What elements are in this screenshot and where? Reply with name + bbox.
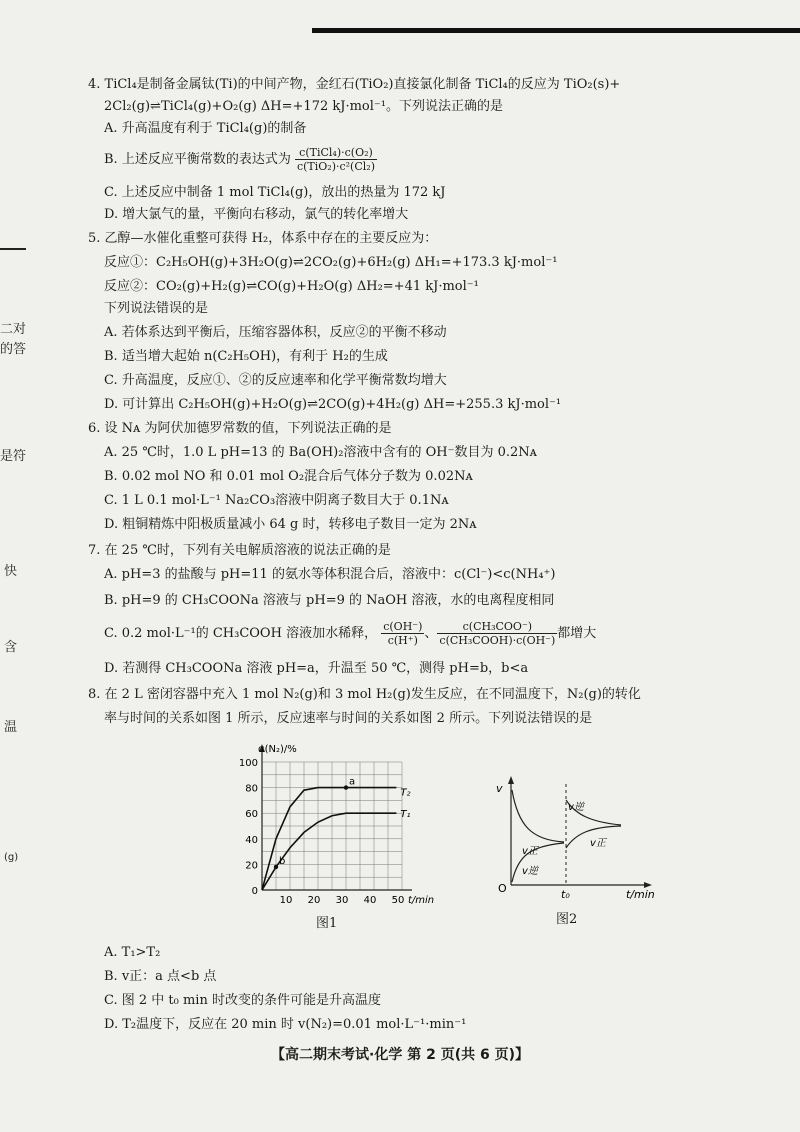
q5-stem: 5. 乙醇—水催化重整可获得 H₂，体系中存在的主要反应为： xyxy=(88,231,438,246)
figure-2-chart xyxy=(486,770,666,930)
q8-option-b: B. v正：a 点<b 点 xyxy=(104,969,217,984)
point-marker-a xyxy=(344,785,348,789)
fraction-denominator: c(H⁺) xyxy=(387,634,418,647)
fraction-denominator: c(CH₃COOH)·c(OH⁻) xyxy=(439,634,556,647)
q4-option-d: D. 增大氯气的量，平衡向右移动，氯气的转化率增大 xyxy=(104,207,409,222)
q5-option-d: D. 可计算出 C₂H₅OH(g)+H₂O(g)⇌2CO(g)+4H₂(g) ΔH=+255.3 kJ·mol⁻¹ xyxy=(104,397,562,412)
q7-option-c xyxy=(104,620,596,647)
figure-1-chart xyxy=(228,740,435,935)
separator: 、 xyxy=(424,626,438,641)
margin-text: 的答 xyxy=(0,342,27,357)
q5-option-c: C. 升高温度，反应①、②的反应速率和化学平衡常数均增大 xyxy=(104,373,447,388)
q7-option-c-suffix: 都增大 xyxy=(557,626,597,641)
y-tick-label: 80 xyxy=(245,783,258,795)
x-tick-label: 10 xyxy=(279,895,293,906)
q4-option-c: C. 上述反应中制备 1 mol TiCl₄(g)，放出的热量为 172 kJ xyxy=(104,185,446,200)
margin-text: 温 xyxy=(4,720,18,735)
q8-stem-cont: 率与时间的关系如图 1 所示，反应速率与时间的关系如图 2 所示。下列说法错误的是 xyxy=(104,711,593,726)
q4-option-b xyxy=(104,146,377,173)
q5-option-b: B. 适当增大起始 n(C₂H₅OH)，有利于 H₂的生成 xyxy=(104,349,388,364)
series-label-v-reverse: v逆 xyxy=(568,802,584,813)
fraction-denominator: c(TiO₂)·c²(Cl₂) xyxy=(296,160,375,173)
y-axis-label: v xyxy=(496,782,503,795)
y-axis-label: α(N₂)/% xyxy=(258,744,297,755)
point-marker-b xyxy=(274,865,278,869)
q6-option-d: D. 粗铜精炼中阳极质量减小 64 g 时，转移电子数目一定为 2Nᴀ xyxy=(104,517,477,532)
margin-text: (g) xyxy=(4,852,19,863)
margin-text: 快 xyxy=(4,564,18,579)
q4-option-b-text: B. 上述反应平衡常数的表达式为 xyxy=(104,152,291,167)
q8-option-d: D. T₂温度下，反应在 20 min 时 v(N₂)=0.01 mol·L⁻¹·min⁻¹ xyxy=(104,1017,467,1032)
x-tick-label: 20 xyxy=(307,895,321,906)
figure-1-caption: 图1 xyxy=(316,916,338,931)
y-tick-label: 0 xyxy=(251,886,258,897)
series-label-v-forward: v正 xyxy=(522,846,538,857)
origin-label: O xyxy=(498,882,507,895)
x-axis-label: t/min xyxy=(408,895,435,906)
q7-option-b: B. pH=9 的 CH₃COONa 溶液与 pH=9 的 NaOH 溶液，水的电离程度相同 xyxy=(104,593,555,608)
y-tick-label: 20 xyxy=(245,860,258,872)
page-footer: 【高二期末考试·化学 第 2 页(共 6 页)】 xyxy=(271,1047,529,1063)
series-label-v-forward-2: v正 xyxy=(590,838,606,849)
q8-option-a: A. T₁>T₂ xyxy=(104,945,161,960)
margin-text: 含 xyxy=(4,640,18,655)
margin-text: 二对 xyxy=(0,322,27,337)
y-tick-label: 60 xyxy=(245,809,258,821)
q8-option-c: C. 图 2 中 t₀ min 时改变的条件可能是升高温度 xyxy=(104,993,381,1008)
q7-option-d: D. 若测得 CH₃COONa 溶液 pH=a，升温至 50 ℃，测得 pH=b，b<a xyxy=(104,661,529,676)
q4-fraction xyxy=(295,146,377,173)
series-label: T₁ xyxy=(400,809,411,821)
margin-rule xyxy=(0,248,26,250)
q6-option-c: C. 1 L 0.1 mol·L⁻¹ Na₂CO₃溶液中阴离子数目大于 0.1Nᴀ xyxy=(104,493,449,508)
x-axis-label: t/min xyxy=(626,888,655,901)
q5-reaction-2: 反应②：CO₂(g)+H₂(g)⇌CO(g)+H₂O(g) ΔH₂=+41 kJ·mol⁻¹ xyxy=(104,279,479,294)
x-tick-label: 40 xyxy=(363,895,377,906)
q4-stem: 4. TiCl₄是制备金属钛(Ti)的中间产物，金红石(TiO₂)直接氯化制备 TiCl₄的反应为 TiO₂(s)+ xyxy=(88,77,621,92)
q6-option-a: A. 25 ℃时，1.0 L pH=13 的 Ba(OH)₂溶液中含有的 OH⁻数目为 0.2Nᴀ xyxy=(104,445,537,460)
q7-option-a: A. pH=3 的盐酸与 pH=11 的氨水等体积混合后，溶液中：c(Cl⁻)<c(NH₄⁺) xyxy=(104,567,556,582)
q5-option-a: A. 若体系达到平衡后，压缩容器体积，反应②的平衡不移动 xyxy=(104,325,447,340)
q7-fraction-2 xyxy=(437,620,557,647)
y-axis-arrow xyxy=(508,776,514,784)
fraction-numerator: c(CH₃COO⁻) xyxy=(437,620,557,634)
y-tick-label: 100 xyxy=(238,758,258,769)
q5-ask: 下列说法错误的是 xyxy=(104,301,209,316)
q4-option-a: A. 升高温度有利于 TiCl₄(g)的制备 xyxy=(104,121,307,136)
x-tick-label: 30 xyxy=(335,895,349,906)
q7-option-c-text: C. 0.2 mol·L⁻¹的 CH₃COOH 溶液加水稀释， xyxy=(104,626,378,641)
q8-stem: 8. 在 2 L 密闭容器中充入 1 mol N₂(g)和 3 mol H₂(g)发生反应，在不同温度下，N₂(g)的转化 xyxy=(88,687,641,702)
series-label-v-reverse-2: v逆 xyxy=(522,866,538,877)
fraction-numerator: c(TiCl₄)·c(O₂) xyxy=(295,146,377,160)
q4-stem-cont: 2Cl₂(g)⇌TiCl₄(g)+O₂(g) ΔH=+172 kJ·mol⁻¹。下列说法正确的是 xyxy=(104,99,503,114)
q7-stem: 7. 在 25 ℃时，下列有关电解质溶液的说法正确的是 xyxy=(88,543,391,558)
margin-text: 是符 xyxy=(0,449,27,464)
q7-fraction-1 xyxy=(381,620,424,647)
v-forward-curve-before xyxy=(512,843,564,882)
fraction-numerator: c(OH⁻) xyxy=(383,620,423,633)
q5-reaction-1: 反应①：C₂H₅OH(g)+3H₂O(g)⇌2CO₂(g)+6H₂(g) ΔH₁=+173.3 kJ·mol⁻¹ xyxy=(104,255,558,270)
point-label-b: b xyxy=(279,855,286,867)
x-tick-label: 50 xyxy=(391,895,405,906)
q6-option-b: B. 0.02 mol NO 和 0.01 mol O₂混合后气体分子数为 0.02Nᴀ xyxy=(104,469,473,484)
figure-2-caption: 图2 xyxy=(556,912,578,927)
series-label: T₂ xyxy=(400,787,411,799)
t0-tick-label: t₀ xyxy=(561,888,570,901)
v-reverse-curve-before xyxy=(512,790,564,842)
header-rule xyxy=(312,28,800,33)
y-tick-label: 40 xyxy=(245,834,258,846)
q6-stem: 6. 设 Nᴀ 为阿伏加德罗常数的值，下列说法正确的是 xyxy=(88,421,392,436)
point-label-a: a xyxy=(349,776,356,788)
